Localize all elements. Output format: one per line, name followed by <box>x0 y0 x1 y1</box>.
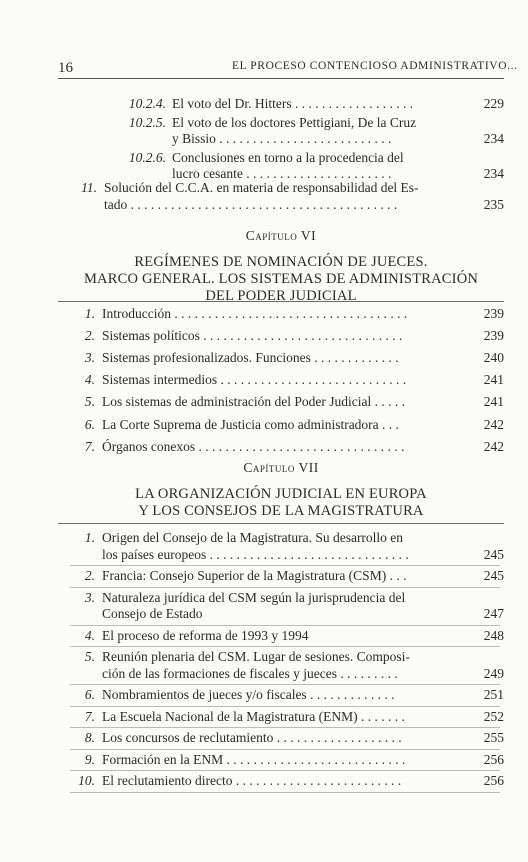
chapter-label: Capítulo VI <box>245 228 317 243</box>
toc-entry-page: 240 <box>483 350 504 366</box>
toc-entry-text: Sistemas profesionalizados. Funciones . . . . . . . . . . . . . <box>102 350 399 366</box>
toc-entry <box>0 417 528 434</box>
chapter-title-line: LA ORGANIZACIÓN JUDICIAL EN EUROPA <box>135 486 427 502</box>
toc-entry-text: Francia: Consejo Superior de la Magistratura (CSM) . . . <box>102 568 407 583</box>
page-number: 16 <box>58 60 73 76</box>
toc-entry-text: El voto de los doctores Pettigiani, De la Cruz <box>172 114 417 130</box>
entry-separator <box>70 646 500 647</box>
toc-entry-number: 10.2.4. <box>128 96 166 111</box>
toc-entry-number: 2. <box>84 328 95 344</box>
entry-separator <box>70 770 500 771</box>
toc-entry-page: 229 <box>483 96 504 111</box>
toc-entry-number: 2. <box>84 568 95 583</box>
toc-entry-text: El voto del Dr. Hitters . . . . . . . . . . . . . . . . . . <box>172 96 414 111</box>
toc-entry-page: 241 <box>483 394 504 410</box>
toc-entry-text: Formación en la ENM . . . . . . . . . . . . . . . . . . . . . . . . . . . <box>102 751 406 767</box>
chapter-title-line: DEL PODER JUDICIAL <box>205 288 357 304</box>
toc-entry-text: Sistemas políticos . . . . . . . . . . . . . . . . . . . . . . . . . . . . . . <box>102 328 403 344</box>
toc-entry <box>0 730 528 747</box>
toc-entry-text: El reclutamiento directo . . . . . . . . . . . . . . . . . . . . . . . . . <box>102 773 402 788</box>
toc-entry <box>0 649 528 682</box>
toc-entry-text: ción de las formaciones de fiscales y jueces . . . . . . . . . <box>102 665 398 681</box>
toc-entry-page: 242 <box>483 438 504 454</box>
toc-entry-text: Reunión plenaria del CSM. Lugar de sesiones. Composi- <box>102 649 410 664</box>
toc-entry-page: 251 <box>483 687 504 702</box>
entry-separator <box>70 706 500 707</box>
toc-entry-number: 1. <box>84 530 95 545</box>
toc-entry-number: 8. <box>84 730 95 745</box>
toc-entry-text: Naturaleza jurídica del CSM según la jurisprudencia del <box>102 589 406 605</box>
toc-entry-number: 9. <box>84 751 95 767</box>
toc-entry <box>0 372 528 389</box>
toc-entry <box>0 306 528 323</box>
toc-entry <box>0 628 528 645</box>
toc-entry-number: 3. <box>84 589 95 605</box>
chapter-rule <box>58 301 504 302</box>
toc-entry-number: 1. <box>84 306 95 321</box>
toc-entry-text: La Corte Suprema de Justicia como administradora . . . <box>102 416 399 432</box>
running-head: EL PROCESO CONTENCIOSO ADMINISTRATIVO... <box>232 60 518 72</box>
toc-entry-page: 235 <box>483 196 504 212</box>
toc-entry-page: 248 <box>483 627 504 643</box>
toc-entry <box>0 568 528 585</box>
toc-entry <box>0 773 528 790</box>
entry-separator <box>70 587 500 588</box>
toc-entry <box>0 687 528 704</box>
toc-entry-page: 255 <box>483 730 504 745</box>
toc-entry-text: Los concursos de reclutamiento . . . . . . . . . . . . . . . . . . . <box>102 730 402 745</box>
entry-separator <box>70 727 500 728</box>
toc-entry-number: 6. <box>84 687 95 702</box>
chapter-title-line: MARCO GENERAL. LOS SISTEMAS DE ADMINISTRACIÓN <box>83 271 479 287</box>
toc-entry-text: Consejo de Estado <box>102 606 203 621</box>
toc-entry <box>0 439 528 456</box>
chapter-label: Capítulo VII <box>243 460 319 475</box>
toc-entry-text: Órganos conexos . . . . . . . . . . . . . . . . . . . . . . . . . . . . . . . <box>102 438 405 454</box>
toc-entry-text: los países europeos . . . . . . . . . . . . . . . . . . . . . . . . . . . . . . <box>102 546 409 562</box>
toc-entry-number: 11. <box>81 180 97 195</box>
toc-entry-number: 7. <box>84 438 95 454</box>
entry-separator <box>70 625 500 626</box>
toc-entry <box>0 350 528 367</box>
toc-entry <box>0 115 528 148</box>
toc-entry <box>0 394 528 411</box>
toc-entry-text: Los sistemas de administración del Poder Judicial . . . . . <box>102 394 405 410</box>
toc-entry-number: 10.2.5. <box>128 114 166 130</box>
toc-entry-page: 245 <box>483 546 504 562</box>
entry-separator <box>70 792 500 793</box>
chapter-title-line: REGÍMENES DE NOMINACIÓN DE JUECES. <box>134 254 428 270</box>
toc-entry-page: 234 <box>483 166 504 181</box>
toc-entry-page: 247 <box>483 606 504 621</box>
toc-entry <box>0 590 528 623</box>
toc-entry-page: 256 <box>483 751 504 767</box>
toc-entry-number: 6. <box>84 416 95 432</box>
toc-entry-text: Conclusiones en torno a la procedencia del <box>172 149 404 165</box>
toc-entry <box>0 328 528 345</box>
chapter-rule <box>58 523 504 524</box>
toc-entry-page: 249 <box>483 665 504 681</box>
entry-separator <box>70 565 500 566</box>
chapter-title-line: Y LOS CONSEJOS DE LA MAGISTRATURA <box>138 503 424 519</box>
toc-entry-text: y Bissio . . . . . . . . . . . . . . . . . . . . . . . . . . <box>172 131 392 146</box>
entry-separator <box>70 684 500 685</box>
toc-entry-page: 239 <box>483 328 504 344</box>
toc-entry-number: 5. <box>84 649 95 664</box>
toc-entry-text: Introducción . . . . . . . . . . . . . . . . . . . . . . . . . . . . . . . . . . . <box>102 306 408 321</box>
toc-entry-page: 234 <box>483 131 504 146</box>
toc-entry-text: Sistemas intermedios . . . . . . . . . . . . . . . . . . . . . . . . . . . . <box>102 372 407 388</box>
toc-entry-text: Nombramientos de jueces y/o fiscales . . . . . . . . . . . . . <box>102 687 395 702</box>
toc-entry-page: 245 <box>483 568 504 583</box>
toc-entry <box>0 752 528 769</box>
toc-entry <box>0 180 528 213</box>
toc-entry <box>0 150 528 183</box>
toc-entry-number: 5. <box>84 394 95 410</box>
header-rule <box>58 78 504 79</box>
toc-entry-page: 242 <box>483 416 504 432</box>
entry-separator <box>70 749 500 750</box>
toc-entry-page: 241 <box>483 372 504 388</box>
toc-entry-number: 3. <box>84 350 95 366</box>
toc-entry-text: La Escuela Nacional de la Magistratura (ENM) . . . . . . . <box>102 708 405 724</box>
toc-entry <box>0 96 528 113</box>
toc-entry-number: 10.2.6. <box>128 149 166 165</box>
toc-entry-text: Solución del C.C.A. en materia de responsabilidad del Es- <box>104 180 419 195</box>
toc-entry-page: 252 <box>483 708 504 724</box>
toc-entry <box>0 709 528 726</box>
toc-entry-page: 239 <box>483 306 504 321</box>
toc-entry-number: 4. <box>84 372 95 388</box>
toc-entry-text: tado . . . . . . . . . . . . . . . . . . . . . . . . . . . . . . . . . . . . . . . . <box>104 196 398 212</box>
toc-entry-number: 10. <box>78 773 95 788</box>
toc-entry-page: 256 <box>483 773 504 788</box>
toc-entry-number: 4. <box>84 627 95 643</box>
toc-entry-number: 7. <box>84 708 95 724</box>
toc-entry-text: Origen del Consejo de la Magistratura. Su desarrollo en <box>102 530 404 545</box>
toc-entry-text: El proceso de reforma de 1993 y 1994 <box>102 627 309 643</box>
toc-entry-text: lucro cesante . . . . . . . . . . . . . . . . . . . . . . <box>172 166 392 181</box>
toc-entry <box>0 530 528 563</box>
